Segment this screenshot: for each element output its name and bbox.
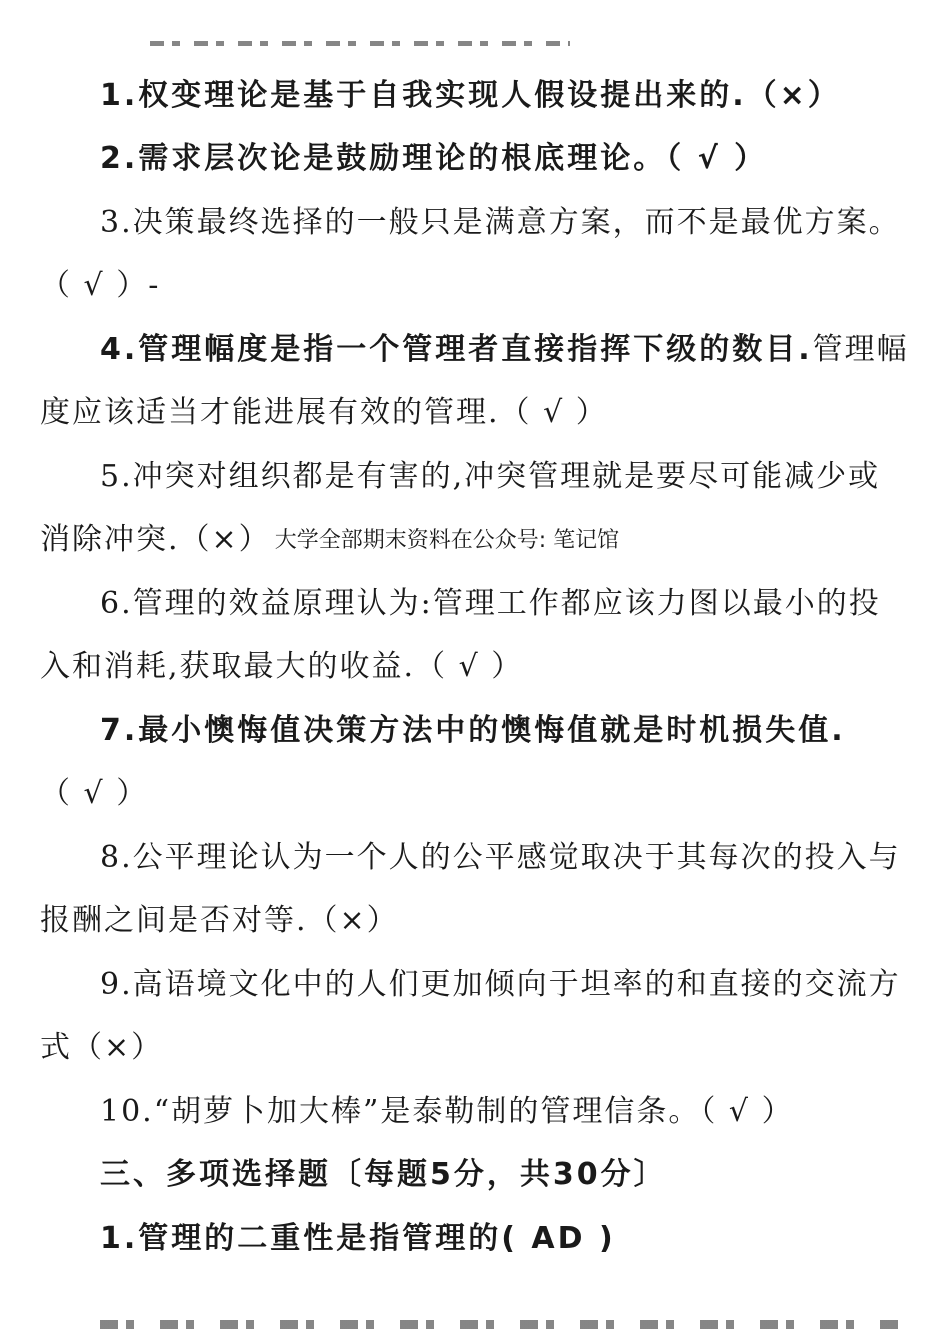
tf-question-9-line-1: 9.高语境文化中的人们更加倾向于坦率的和直接的交流方 — [100, 967, 901, 1002]
tf-question-4-line-1 — [100, 330, 909, 370]
tf-question-5-line-2: 消除冲突.（×） — [40, 522, 271, 557]
tf-question-5-line-2-wrap — [40, 520, 619, 561]
section-3-heading: 三、多项选择题〔每题5分，共30分〕 — [100, 1157, 667, 1192]
tf-question-3-line-1: 3.决策最终选择的一般只是满意方案，而不是最优方案。 — [100, 205, 901, 240]
tf-question-10: 10.“胡萝卜加大棒”是泰勒制的管理信条。（ √ ） — [100, 1094, 794, 1129]
tf-question-4-rest-text: 管理幅 — [812, 332, 909, 367]
tf-question-8-line-1: 8.公平理论认为一个人的公平感觉取决于其每次的投入与 — [100, 840, 901, 875]
tf-question-5-line-1: 5.冲突对组织都是有害的,冲突管理就是要尽可能减少或 — [100, 459, 881, 494]
tf-question-7-line-1: 7.最小懊悔值决策方法中的懊悔值就是时机损失值. — [100, 713, 846, 748]
tf-question-7-line-2: （ √ ） — [40, 776, 149, 811]
tf-question-3-line-2: （ √ ）- — [40, 268, 161, 303]
tf-question-4-bold-text: 4.管理幅度是指一个管理者直接指挥下级的数目. — [100, 332, 813, 367]
tf-question-6-line-2: 入和消耗,获取最大的收益.（ √ ） — [40, 649, 524, 684]
tf-question-4-line-2: 度应该适当才能进展有效的管理.（ √ ） — [40, 395, 608, 430]
mc-question-1: 1.管理的二重性是指管理的( AD ) — [100, 1221, 616, 1256]
tf-question-2: 2.需求层次论是鼓励理论的根底理论。（ √ ） — [100, 141, 768, 176]
tf-question-9-line-2: 式（×） — [40, 1030, 164, 1065]
tf-question-1: 1.权变理论是基于自我实现人假设提出来的.（×） — [100, 78, 841, 113]
tf-question-8-line-2: 报酬之间是否对等.（×） — [40, 903, 399, 938]
top-cut-off-text — [150, 36, 570, 46]
bottom-cut-off-text — [100, 1320, 900, 1343]
watermark-text: 大学全部期末资料在公众号: 笔记馆 — [274, 528, 620, 553]
tf-question-6-line-1: 6.管理的效益原理认为:管理工作都应该力图以最小的投 — [100, 586, 881, 621]
